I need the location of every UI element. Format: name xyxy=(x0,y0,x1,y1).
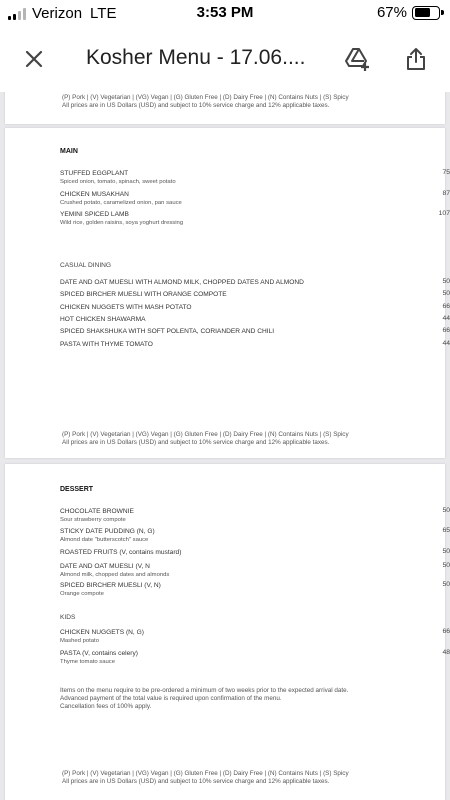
item-desc: Spiced onion, tomato, spinach, sweet potato xyxy=(60,179,176,185)
item-price: 65 xyxy=(442,527,450,534)
network-type: LTE xyxy=(90,5,117,22)
menu-item xyxy=(60,315,450,324)
item-price: 66 xyxy=(442,327,450,334)
menu-item xyxy=(60,527,450,544)
prices-note: All prices are in US Dollars (USD) and subject to 10% service charge and 12% applicable taxes. xyxy=(62,778,330,785)
legend-text: (P) Pork | (V) Vegetarian | (VG) Vegan | (G) Gluten Free | (D) Dairy Free | (N) Contains Nuts | (S) Spicy xyxy=(62,431,349,438)
battery-percent: 67% xyxy=(376,4,407,21)
item-name: DATE AND OAT MUESLI WITH ALMOND MILK, CHOPPED DATES AND ALMOND xyxy=(60,279,304,286)
menu-item xyxy=(60,169,450,186)
item-price: 48 xyxy=(442,649,450,656)
section-title-dessert: DESSERT xyxy=(60,486,94,493)
menu-item xyxy=(60,190,450,207)
item-desc: Mashed potato xyxy=(60,638,99,644)
note-line: Advanced payment of the total value is required upon confirmation of the menu. xyxy=(60,695,282,702)
item-desc: Sour strawberry compote xyxy=(60,517,126,523)
document-title: Kosher Menu - 17.06.... xyxy=(86,46,306,69)
item-name: CHICKEN NUGGETS WITH MASH POTATO xyxy=(60,304,192,311)
item-price: 50 xyxy=(442,562,450,569)
share-button[interactable] xyxy=(396,39,436,79)
item-name: STICKY DATE PUDDING (N, G) xyxy=(60,528,155,535)
app-bar xyxy=(0,26,450,92)
item-name: CHOCOLATE BROWNIE xyxy=(60,508,134,515)
prices-note: All prices are in US Dollars (USD) and subject to 10% service charge and 12% applicable taxes. xyxy=(62,102,330,109)
note-line: Cancellation fees of 100% apply. xyxy=(60,703,152,710)
item-price: 44 xyxy=(442,315,450,322)
share-icon xyxy=(406,47,426,71)
item-desc: Almond date "butterscotch" sauce xyxy=(60,537,149,543)
close-button[interactable] xyxy=(14,39,54,79)
section-title-casual: CASUAL DINING xyxy=(60,262,112,269)
menu-item xyxy=(60,581,450,598)
pdf-page-3 xyxy=(5,464,450,800)
item-name: STUFFED EGGPLANT xyxy=(60,170,129,177)
add-to-drive-button[interactable] xyxy=(338,39,378,79)
item-price: 50 xyxy=(442,581,450,588)
item-name: YEMINI SPICED LAMB xyxy=(60,211,129,218)
item-desc: Crushed potato, caramelized onion, pan sauce xyxy=(60,200,182,206)
pdf-page-2 xyxy=(5,128,450,458)
item-price: 50 xyxy=(442,548,450,555)
item-name: ROASTED FRUITS (V, contains mustard) xyxy=(60,549,182,556)
menu-item xyxy=(60,303,450,312)
item-name: SPICED SHAKSHUKA WITH SOFT POLENTA, CORIANDER AND CHILI xyxy=(60,328,275,335)
clock: 3:53 PM xyxy=(196,4,254,21)
menu-item xyxy=(60,507,450,524)
item-price: 66 xyxy=(442,303,450,310)
legend-text: (P) Pork | (V) Vegetarian | (VG) Vegan | (G) Gluten Free | (D) Dairy Free | (N) Contains Nuts | (S) Spicy xyxy=(62,94,349,101)
battery-icon xyxy=(412,6,440,20)
item-name: PASTA (V, contains celery) xyxy=(60,650,138,657)
section-title-kids: KIDS xyxy=(60,614,76,621)
item-name: CHICKEN MUSAKHAN xyxy=(60,191,129,198)
item-name: HOT CHICKEN SHAWARMA xyxy=(60,316,146,323)
menu-item xyxy=(60,562,450,579)
section-title-main: MAIN xyxy=(60,148,78,155)
note-line: Items on the menu require to be pre-ordered a minimum of two weeks prior to the expected arrival date. xyxy=(60,687,349,694)
carrier-name: Verizon xyxy=(32,5,83,22)
add-to-drive-icon xyxy=(344,46,372,72)
legend-text: (P) Pork | (V) Vegetarian | (VG) Vegan | (G) Gluten Free | (D) Dairy Free | (N) Contains Nuts | (S) Spicy xyxy=(62,770,349,777)
item-name: PASTA WITH THYME TOMATO xyxy=(60,341,153,348)
item-price: 50 xyxy=(442,278,450,285)
item-price: 44 xyxy=(442,340,450,347)
pdf-viewer[interactable] xyxy=(0,92,450,800)
status-bar xyxy=(0,0,450,26)
item-name: SPICED BIRCHER MUESLI (V, N) xyxy=(60,582,161,589)
item-name: CHICKEN NUGGETS (N, G) xyxy=(60,629,144,636)
menu-item xyxy=(60,290,450,299)
order-notes xyxy=(60,687,380,711)
item-desc: Almond milk, chopped dates and almonds xyxy=(60,572,170,578)
close-icon xyxy=(25,50,43,68)
item-price: 75 xyxy=(442,169,450,176)
item-price: 107 xyxy=(438,210,450,217)
item-desc: Thyme tomato sauce xyxy=(60,659,116,665)
item-price: 50 xyxy=(442,507,450,514)
item-desc: Wild rice, golden raisins, soya yoghurt dressing xyxy=(60,220,184,226)
item-name: DATE AND OAT MUESLI (V, N xyxy=(60,563,150,570)
item-price: 87 xyxy=(442,190,450,197)
item-price: 50 xyxy=(442,290,450,297)
item-price: 66 xyxy=(442,628,450,635)
menu-item xyxy=(60,649,450,666)
item-desc: Orange compote xyxy=(60,591,104,597)
item-name: SPICED BIRCHER MUESLI WITH ORANGE COMPOTE xyxy=(60,291,227,298)
menu-item xyxy=(60,210,450,227)
menu-item xyxy=(60,628,450,645)
pdf-page-1 xyxy=(5,92,445,124)
menu-item xyxy=(60,327,450,336)
menu-item xyxy=(60,278,450,287)
menu-item xyxy=(60,548,450,557)
menu-item xyxy=(60,340,450,349)
prices-note: All prices are in US Dollars (USD) and subject to 10% service charge and 12% applicable taxes. xyxy=(62,439,330,446)
